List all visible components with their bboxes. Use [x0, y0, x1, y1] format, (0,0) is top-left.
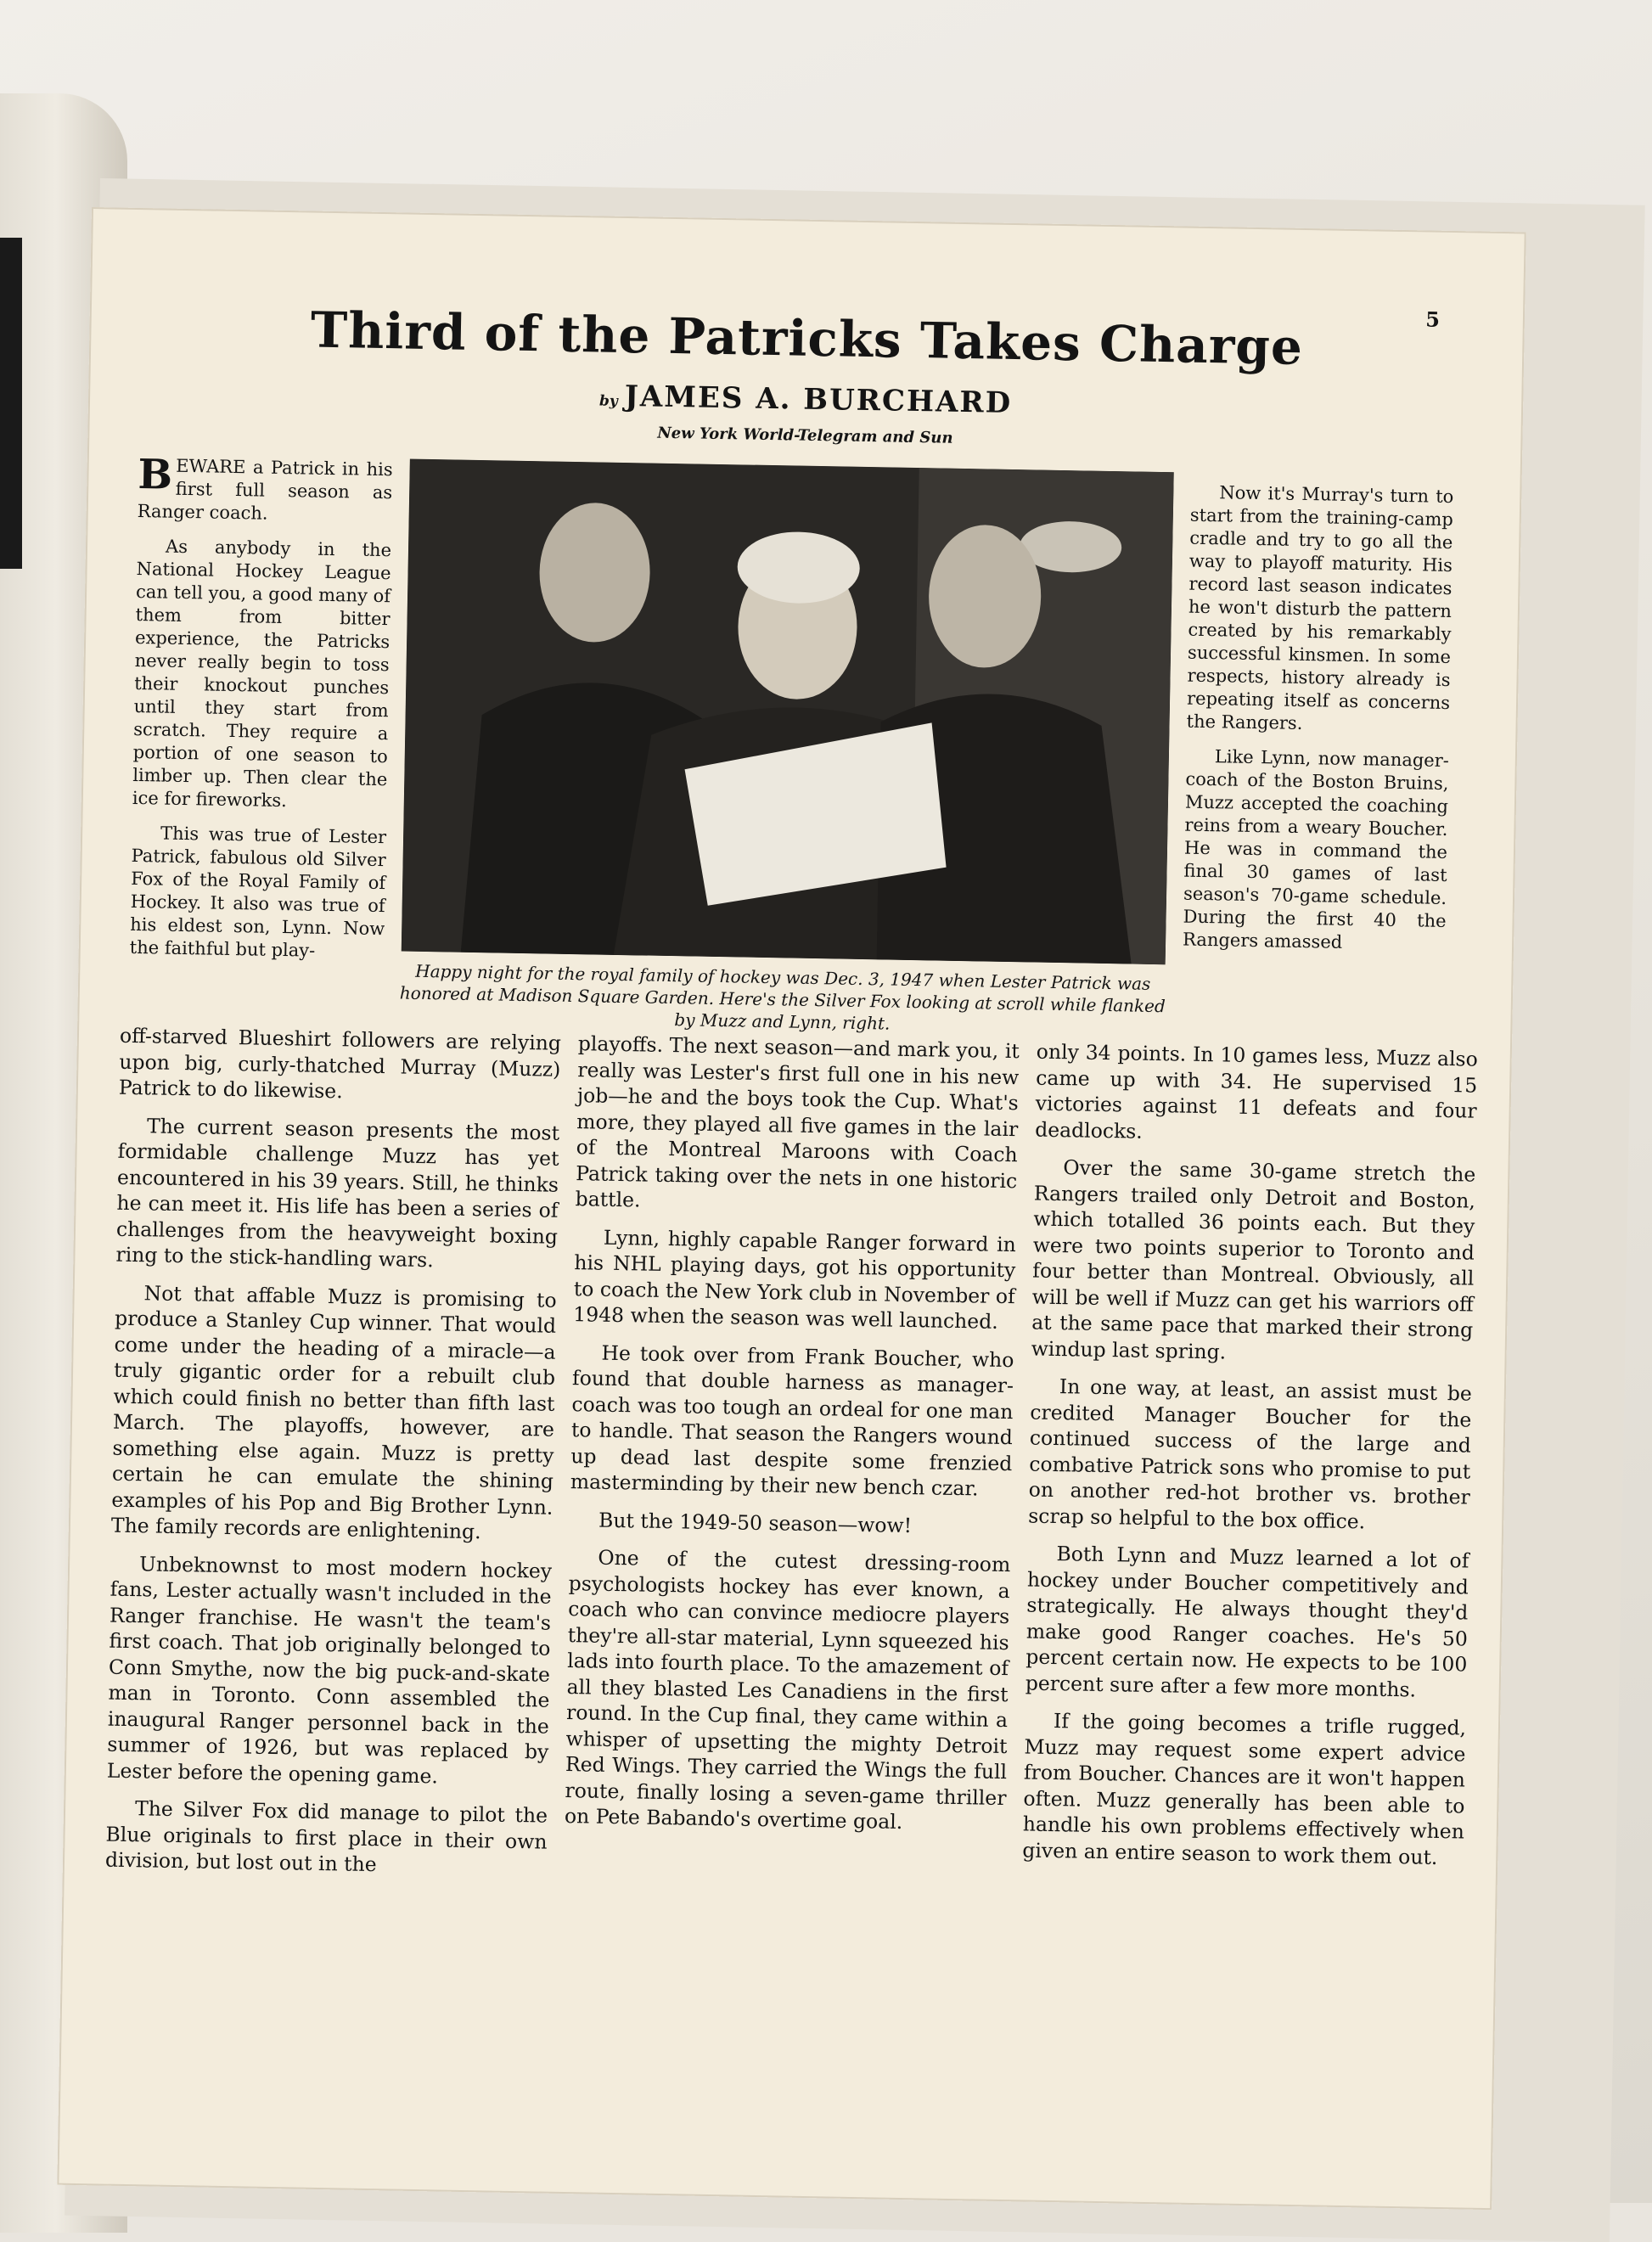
paragraph: Like Lynn, now manager-coach of the Boston Bruins, Muzz accepted the coaching reins from a weary Boucher. He was in command the final 30 games of last season's 70-game schedule. During the first 40 the Rangers amassed — [1182, 746, 1450, 952]
magazine-page — [57, 207, 1526, 2210]
byline-affiliation: New York World-Telegram and Sun — [657, 424, 953, 447]
column-left-top — [129, 451, 393, 975]
paragraph: Over the same 30-game stretch the Rangers trailed only Detroit and Boston, which totalled 36 points each. But they were two points superior to Toronto and four better than Montreal. Obviously, all will be well if Muzz can get his warriors off at the same pace that marked their strong windup last spring. — [1031, 1155, 1476, 1364]
paragraph: off-starved Blueshirt followers are relying upon big, curly-thatched Murray (Muzz) Patrick to do likewise. — [118, 1023, 562, 1104]
paragraph: As anybody in the National Hockey League can tell you, a good many of them from bitter experience, the Patricks never really begin to toss their knockout punches until they start from scratch. They require a portion of one season to limber up. Then clear the ice for fireworks. — [132, 536, 392, 812]
column-3 — [1022, 1039, 1478, 1883]
paragraph: playoffs. The next season—and mark you, it really was Lester's first full one in his new job—he and the boys took the Cup. What's more, they played all five games in the lair of the Montreal Maroons with Coach Patrick taking over the nets in one historic battle. — [575, 1031, 1020, 1212]
page-number: 5 — [1424, 306, 1441, 332]
byline-author: JAMES A. BURCHARD — [624, 379, 1013, 420]
paragraph: This was true of Lester Patrick, fabulous old Silver Fox of the Royal Family of Hockey. It also was true of his eldest son, Lynn. Now the faithful but play- — [129, 823, 387, 961]
paragraph: One of the cutest dressing-room psychologists hockey has ever known, a coach who can convince mediocre players they're all-star material, Lynn squeezed his lads into fourth place. To the amazement of all they blasted Les Canadiens in the first round. In the Cup final, they came within a whisper of upsetting the mighty Detroit Red Wings. They carried the Wings the full route, finally losing a seven-game thriller on Pete Babando's overtime goal. — [564, 1545, 1011, 1834]
paragraph: But the 1949-50 season—wow! — [598, 1508, 913, 1537]
byline-by: by — [598, 392, 618, 410]
paragraph: The current season presents the most formidable challenge Muzz has yet encountered in his 39 years. Still, he thinks he can meet it. His life has been a series of challenges from the heavyweight boxing ring to the stick-handling wars. — [115, 1113, 560, 1273]
paragraph: In one way, at least, an assist must be credited Manager Boucher for the continued success of the large and combative Patrick sons who promise to put on another red-hot brother vs. brother scrap so helpful to the box office. — [1028, 1374, 1473, 1533]
column-2 — [564, 1031, 1020, 1848]
paragraph — [137, 451, 393, 527]
photo-caption: Happy night for the royal family of hockey was Dec. 3, 1947 when Lester Patrick was honored at Madison Square Garden. Here's the Silver Fox looking at scroll while flanked by Muzz and Lynn, right. — [399, 960, 1166, 1034]
paragraph-text: EWARE a Patrick in his first full season as Ranger coach. — [137, 455, 393, 524]
paragraph: He took over from Frank Boucher, who found that double harness as manager-coach was too tough an ordeal for one man to handle. That season the Rangers wound up dead last despite some frenzied masterminding by their new bench czar. — [570, 1340, 1014, 1501]
drop-cap: B — [138, 451, 173, 499]
paragraph: only 34 points. In 10 games less, Muzz also came up with 34. He supervised 15 victories against 11 defeats and four deadlocks. — [1034, 1039, 1478, 1143]
paragraph: The Silver Fox did manage to pilot the Blue originals to first place in their own division, but lost out in the — [104, 1796, 548, 1877]
paragraph: Both Lynn and Muzz learned a lot of hockey under Boucher competitively and strategically. He always thought they'd make good Ranger coaches. He's 50 percent certain now. He expects to be 100 percent sure after a few more months. — [1025, 1542, 1469, 1701]
photo-three-men-reading-scroll-icon — [402, 459, 1174, 965]
paragraph: If the going becomes a trifle rugged, Muzz may request some expert advice from Boucher. Chances are it won't happen often. Muzz generally has been able to handle his own problems effectively when given an entire season to work them out. — [1022, 1709, 1467, 1869]
article-photo — [402, 459, 1174, 965]
article-title: Third of the Patricks Takes Charge — [310, 301, 1304, 376]
column-1 — [105, 1023, 562, 1892]
paragraph: Lynn, highly capable Ranger forward in his NHL playing days, got his opportunity to coach the New York club in November of 1948 when the season was well launched. — [573, 1225, 1017, 1334]
paragraph: Now it's Murray's turn to start from the training-camp cradle and try to go all the way to playoff maturity. His record last season indicates he won't disturb the pattern created by his remarkably successful kinsmen. In some respects, history already is repeating itself as concerns the Rangers. — [1186, 482, 1454, 733]
left-page-black-strip — [0, 238, 22, 569]
paragraph: Not that affable Muzz is promising to produce a Stanley Cup winner. That would come under the heading of a miracle—a truly gigantic order for a rebuilt club which could finish no better than fifth last March. The playoffs, however, are something else again. Muzz is pretty certain he can emulate the shining examples of his Pop and Big Brother Lynn. The family records are enlightening. — [110, 1280, 557, 1544]
column-right-top — [1183, 481, 1454, 968]
paragraph: Unbeknownst to most modern hockey fans, Lester actually wasn't included in the Ranger franchise. He wasn't the team's first coach. That job originally belonged to Conn Smythe, now the big puck-and-skate man in Toronto. Conn assembled the inaugural Ranger personnel back in the summer of 1926, but was replaced by Lester before the opening game. — [106, 1551, 553, 1788]
